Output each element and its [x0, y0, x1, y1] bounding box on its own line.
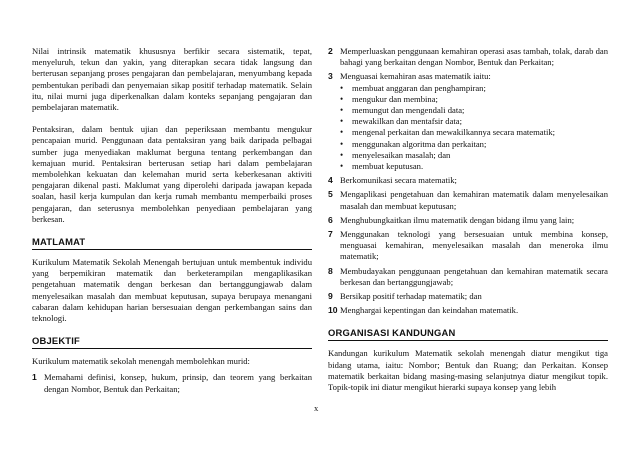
objektif-item-text: Bersikap positif terhadap matematik; dan [340, 291, 482, 302]
bullet-icon: • [340, 161, 344, 172]
objektif-item-text: Menguasai kemahiran asas matematik iaitu: [340, 71, 491, 82]
left-column [32, 46, 312, 398]
bullet-item: • mengenal perkaitan dan mewakilkannya secara matematik; [340, 127, 556, 138]
bullet-icon: • [340, 93, 344, 104]
objektif-item-5 [328, 189, 608, 211]
bullet-icon: • [340, 116, 344, 127]
objektif-item-1 [32, 372, 312, 394]
objektif-item-number: 9 [328, 291, 333, 302]
organisasi-text: Kandungan kurikulum Matematik sekolah menengah diatur mengikut tiga bidang utama, iaitu: Nombor; Bentuk dan Ruang; dan Perkaitan. Konsep matematik berkaitan bidang masing-masing selanjutnya diatur mengikut topik. Topik-topik ini diatur mengikut hierarki supaya konsep yang lebih [328, 348, 608, 393]
objektif-item-number: 2 [328, 46, 333, 56]
objektif-item-4 [328, 175, 608, 186]
objektif-intro: Kurikulum matematik sekolah menengah membolehkan murid: [32, 356, 250, 367]
objektif-item-6 [328, 215, 608, 226]
objektif-item-8 [328, 266, 608, 288]
objektif-item-text: Memahami definisi, konsep, hukum, prinsip, dan teorem yang berkaitan dengan Nombor, Bentuk dan Perkaitan; [44, 372, 312, 394]
objektif-item-7 [328, 229, 608, 263]
bullet-item: • membuat keputusan. [340, 161, 424, 172]
objektif-item-2 [328, 46, 608, 68]
bullet-icon: • [340, 127, 344, 138]
bullet-icon: • [340, 138, 344, 149]
skills-bullet-list [340, 83, 608, 173]
objektif-item-number: 6 [328, 214, 333, 225]
objektif-item-text: Menghargai kepentingan dan keindahan matematik. [340, 305, 519, 316]
objektif-item-text: Mengaplikasi pengetahuan dan kemahiran matematik dalam menyelesaikan masalah dan membuat keputusan; [340, 189, 608, 211]
bullet-icon: • [340, 149, 344, 160]
objektif-heading: OBJEKTIF [32, 335, 312, 349]
objektif-item-10 [328, 305, 608, 316]
bullet-icon: • [340, 82, 344, 93]
intro-paragraph-2: Pentaksiran, dalam bentuk ujian dan peperiksaan membantu mengukur pencapaian murid. Penggunaan data pentaksiran yang baik daripada pelbagai sumber juga menyediakan maklumat berguna tentang perkembangan dan kemajuan murid. Pentaksiran berterusan setiap hari dalam pembelajaran membolehkan kekuatan dan kelemahan murid serta keberkesanan aktiviti pengajaran dikenal pasti. Maklumat yang diperolehi daripada jawapan kepada soalan, hasil kerja kumpulan dan kerja rumah membantu memperbaiki proses pengajaran, dan seterusnya membolehkan penyediaan pembelajaran yang berkesan. [32, 124, 312, 224]
objektif-item-number: 10 [328, 305, 338, 316]
objektif-item-text: Menghubungkaitkan ilmu matematik dengan bidang ilmu yang lain; [340, 214, 575, 225]
page-number: x [314, 403, 319, 413]
objektif-item-number: 5 [328, 189, 333, 200]
objektif-item-number: 8 [328, 265, 333, 276]
objektif-item-text: Memperluaskan penggunaan kemahiran operasi asas tambah, tolak, darab dan bahagi yang berkaitan dengan Nombor, Bentuk dan Perkaitan; [340, 46, 608, 68]
bullet-item: • memungut dan mengendali data; [340, 105, 465, 116]
matlamat-heading: MATLAMAT [32, 236, 312, 250]
bullet-item: • membuat anggaran dan penghampiran; [340, 82, 486, 93]
organisasi-heading: ORGANISASI KANDUNGAN [328, 327, 608, 341]
objektif-item-number: 3 [328, 71, 333, 82]
bullet-item: • menyelesaikan masalah; dan [340, 149, 451, 160]
objektif-item-text: Membudayakan penggunaan pengetahuan dan kemahiran matematik secara berkesan dan bertanggungjawab; [340, 265, 608, 287]
objektif-item-text: Menggunakan teknologi yang bersesuaian untuk membina konsep, menguasai kemahiran, menyelesaikan masalah dan meneroka ilmu matematik; [340, 229, 608, 262]
objektif-item-9 [328, 291, 608, 302]
objektif-item-number: 7 [328, 229, 333, 240]
bullet-item: • menggunakan algoritma dan perkaitan; [340, 138, 487, 149]
bullet-item: • mengukur dan membina; [340, 93, 438, 104]
bullet-item: • mewakilkan dan mentafsir data; [340, 116, 463, 127]
bullet-icon: • [340, 105, 344, 116]
objektif-item-number: 4 [328, 175, 333, 186]
matlamat-text: Kurikulum Matematik Sekolah Menengah bertujuan untuk membentuk individu yang berpemikiran matematik dan berketerampilan mengaplikasikan pengetahuan matematik dengan berkesan dan bertanggungjawab dalam menyelesaikan masalah dan membuat keputusan, supaya berupaya menangani cabaran dalam kehidupan harian bersesuaian dengan perkembangan sains dan teknologi. [32, 257, 312, 324]
objektif-item-number: 1 [32, 372, 37, 383]
objektif-item-3 [328, 71, 608, 82]
objektif-item-text: Berkomunikasi secara matematik; [340, 175, 457, 186]
right-column [328, 46, 608, 393]
intro-paragraph-1: Nilai intrinsik matematik khususnya berfikir secara sistematik, tepat, menyeluruh, tekun dan yakin, yang diterapkan secara tidak langsung dan berterusan sepanjang proses pengajaran dan pembelajaran, menyumbang kepada pembentukan peribadi dan penyemaian sikap positif terhadap matematik. Selain itu, nilai murni juga diperkenalkan dalam konteks sepanjang pengajaran dan pembelajaran matematik. [32, 46, 312, 113]
